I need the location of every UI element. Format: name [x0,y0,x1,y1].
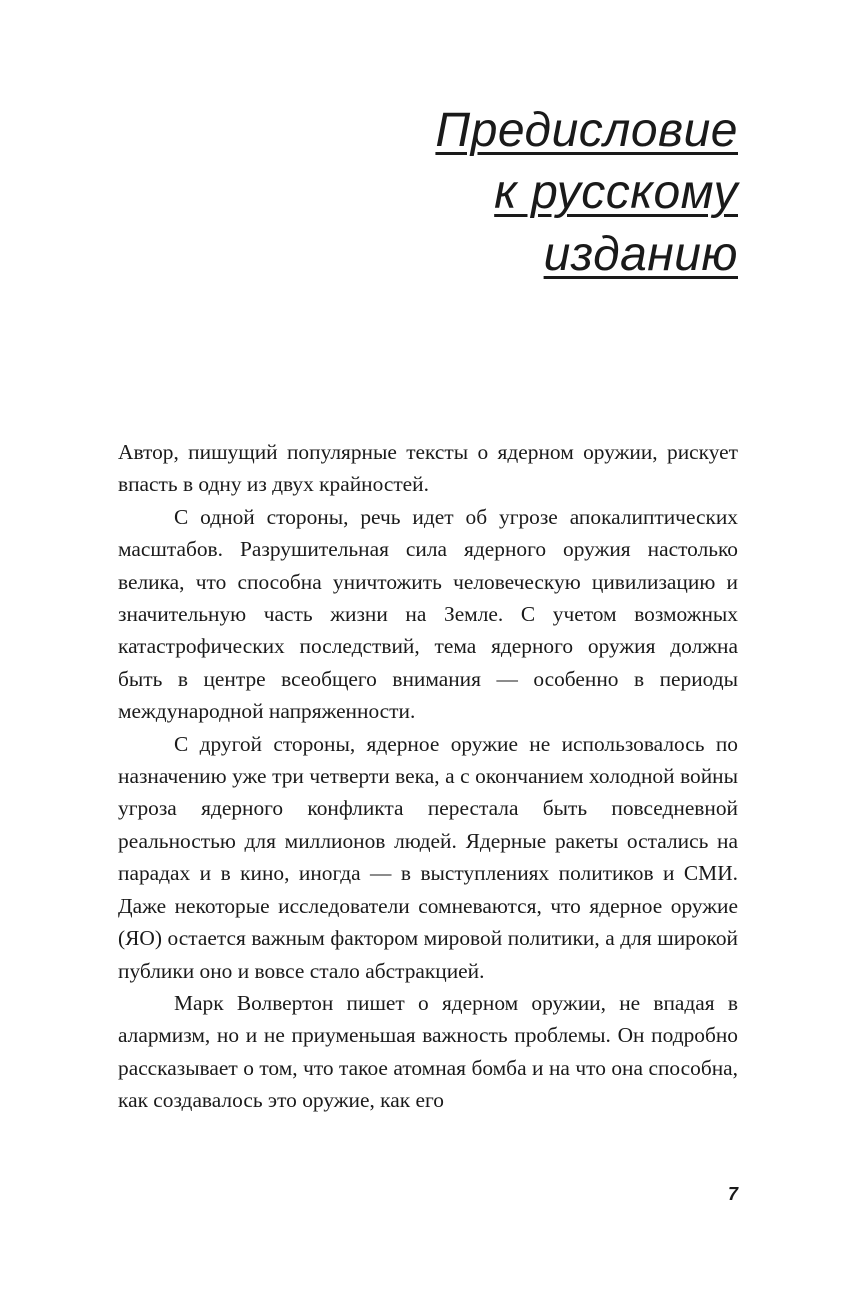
chapter-title [178,100,738,286]
chapter-title-line-3: изданию [543,228,738,281]
paragraph-2: С одной стороны, речь идет об угрозе апокалиптических масштабов. Разрушительная сила ядерного оружия настолько велика, что способна уничтожить человеческую цивилизацию и значительную часть жизни на Земле. С учетом возможных катастрофических последствий, тема ядерного оружия должна быть в центре всеобщего внимания — особенно в периоды международной напряженности. [118,504,738,724]
paragraph-3: С другой стороны, ядерное оружие не использовалось по назначению уже три четверти века, а с окончанием холодной войны угроза ядерного конфликта перестала быть повседневной реальностью для миллионов людей. Ядерные ракеты остались на парадах и в кино, иногда — в выступлениях политиков и СМИ. Даже некоторые исследователи сомневаются, что ядерное оружие (ЯО) остается важным фактором мировой политики, а для широкой публики оно и вовсе стало абстракцией. [118,731,738,983]
body-text [118,436,738,1117]
chapter-title-line-1: Предисловие [435,104,738,157]
paragraph-1: Автор, пишущий популярные тексты о ядерном оружии, рискует впасть в одну из двух крайностей. [118,440,738,497]
page-number: 7 [727,1184,738,1204]
chapter-title-line-2: к русскому [494,166,738,219]
paragraph-4: Марк Волвертон пишет о ядерном оружии, не впадая в алармизм, но и не приуменьшая важность проблемы. Он подробно рассказывает о том, что такое атомная бомба и на что она способна, как создавалось это оружие, как его [118,990,738,1113]
